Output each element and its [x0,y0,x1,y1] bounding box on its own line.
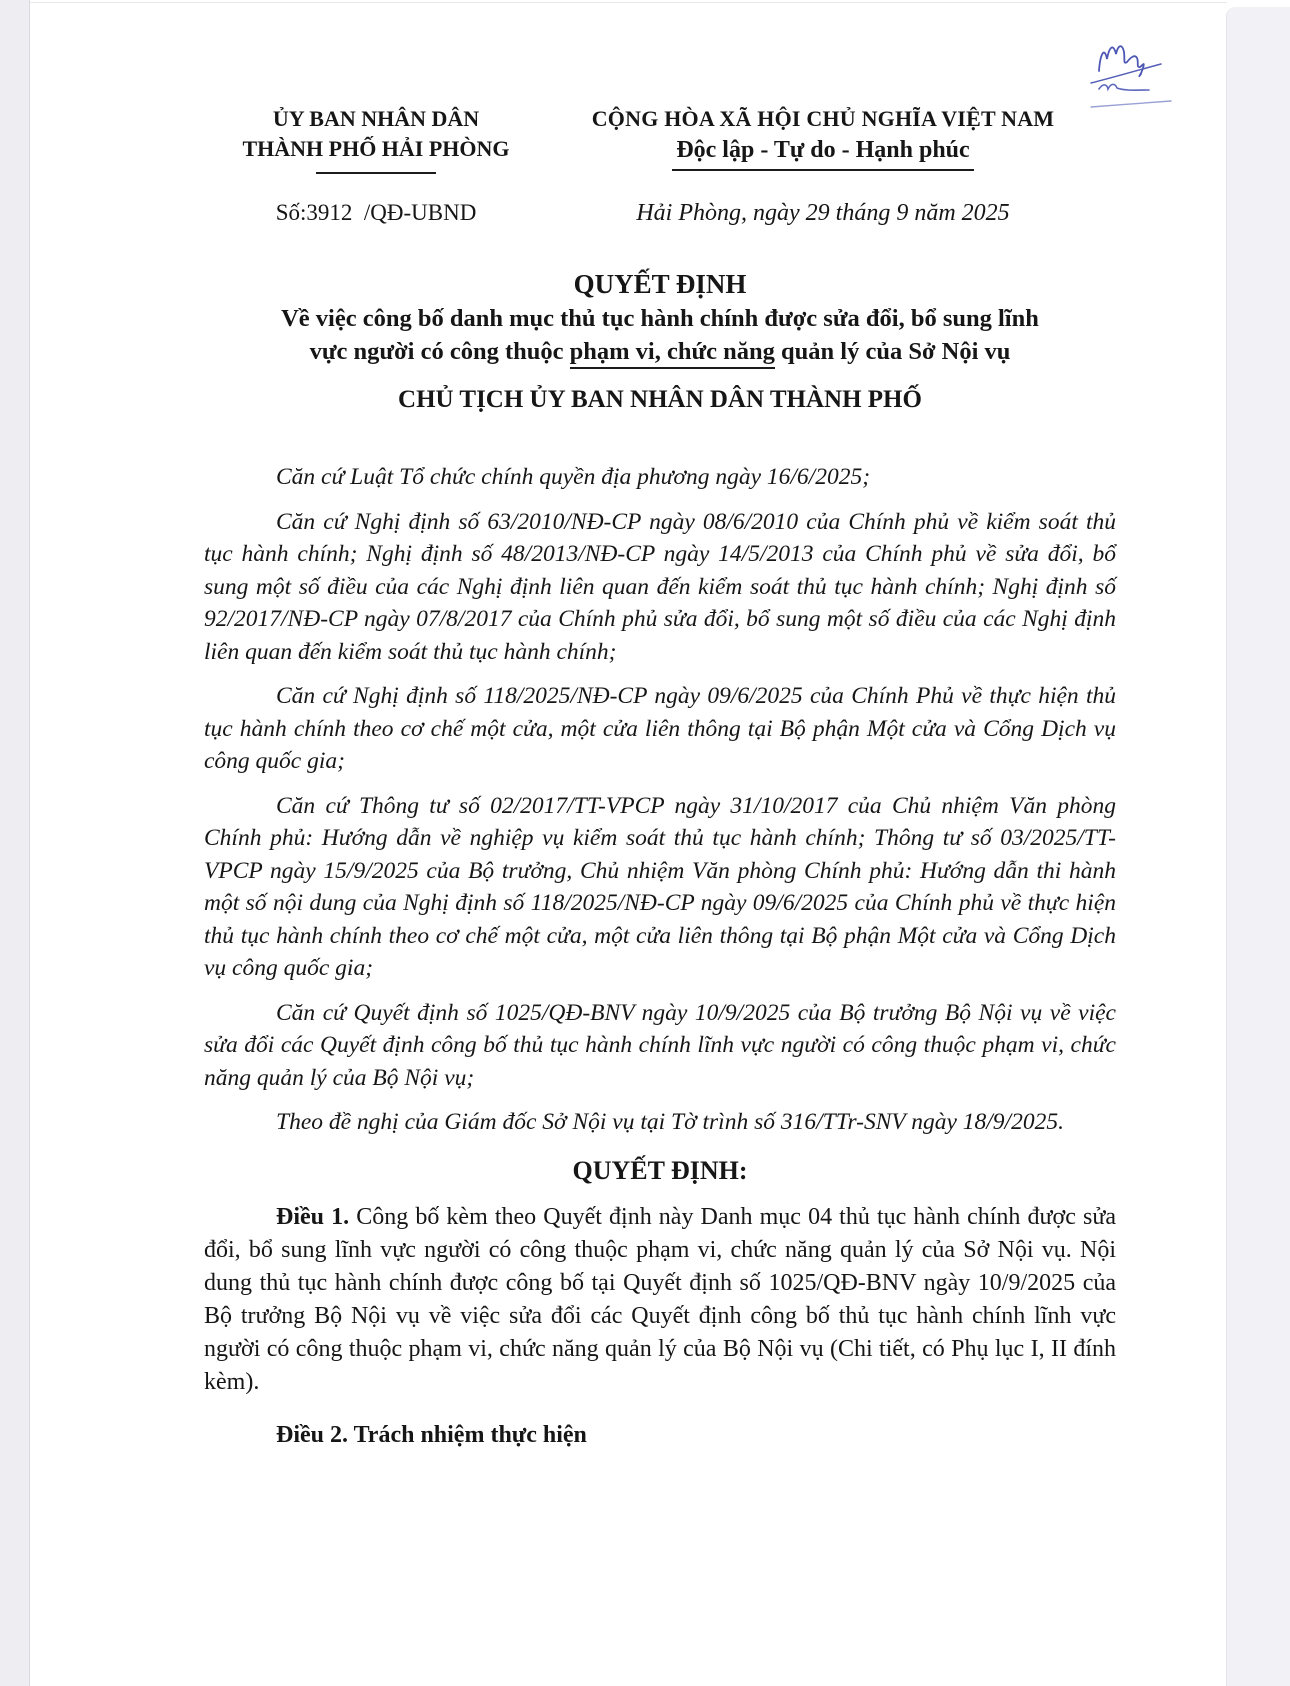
article-2-heading: Điều 2. Trách nhiệm thực hiện [276,1421,587,1448]
article-1-label: Điều 1. [276,1203,350,1230]
national-title: CỘNG HÒA XÃ HỘI CHỦ NGHĨA VIỆT NAM [591,106,1055,131]
issuer-name-line2: THÀNH PHỐ HẢI PHÒNG [242,136,510,161]
national-motto-block [548,104,1116,171]
issuer-underline [316,172,436,174]
recitals-section [204,461,1116,1139]
subject-line2-post: quản lý của Sở Nội vụ [774,338,1011,365]
document-kind-title: QUYẾT ĐỊNH [573,269,747,299]
issuing-authority-block [204,104,548,174]
subject-line2-pre: vực người có công thuộc [309,338,570,365]
deciding-authority-heading: CHỦ TỊCH ỦY BAN NHÂN DÂN THÀNH PHỐ [398,386,922,413]
order-heading: QUYẾT ĐỊNH: [572,1155,748,1185]
recital-paragraph: Căn cứ Quyết định số 1025/QĐ-BNV ngày 10/9/2025 của Bộ trưởng Bộ Nội vụ về việc sửa đổi các Quyết định công bố thủ tục hành chính lĩnh vực người có công thuộc phạm vi, chức năng quản lý của Bộ Nội vụ; [204,999,1116,1091]
recital-paragraph: Theo đề nghị của Giám đốc Sở Nội vụ tại Tờ trình số 316/TTr-SNV ngày 18/9/2025. [276,1109,1064,1135]
document-subject-title [204,302,1116,368]
recital-paragraph: Căn cứ Nghị định số 118/2025/NĐ-CP ngày 09/6/2025 của Chính Phủ về thực hiện thủ tục hành chính theo cơ chế một cửa, một cửa liên thông tại Bộ phận Một cửa và Cổng Dịch vụ công quốc gia; [204,683,1116,774]
issuer-name-line1: ỦY BAN NHÂN DÂN [272,106,480,131]
article-1-paragraph [204,1201,1116,1399]
number-date-row [204,200,1116,227]
subject-line1: Về việc công bố danh mục thủ tục hành chính được sửa đổi, bổ sung lĩnh [281,305,1039,332]
recital-paragraph: Căn cứ Thông tư số 02/2017/TT-VPCP ngày 31/10/2017 của Chủ nhiệm Văn phòng Chính phủ: Hướng dẫn về nghiệp vụ kiểm soát thủ tục hành chính; Thông tư số 03/2025/TT-VPCP ngày 15/9/2025 của Bộ trưởng, Chủ nhiệm Văn phòng Chính phủ: Hướng dẫn thi hành một số nội dung của Nghị định số 118/2025/NĐ-CP ngày 09/6/2025 của Chính phủ về thực hiện thủ tục hành chính theo cơ chế một cửa, một cửa liên thông tại Bộ phận Một cửa và Cổng Dịch vụ công quốc gia; [204,792,1116,981]
document-header [204,104,1116,174]
recital-paragraph: Căn cứ Luật Tổ chức chính quyền địa phương ngày 16/6/2025; [276,464,871,490]
article-1-text: Công bố kèm theo Quyết định này Danh mục 04 thủ tục hành chính được sửa đổi, bổ sung lĩnh vực người có công thuộc phạm vi, chức năng quản lý của Sở Nội vụ. Nội dung thủ tục hành chính được công bố tại Quyết định số 1025/QĐ-BNV ngày 10/9/2025 của Bộ trưởng Bộ Nội vụ về việc sửa đổi các Quyết định công bố thủ tục hành chính lĩnh vực người có công thuộc phạm vi, chức năng quản lý của Bộ Nội vụ (Chi tiết, có Phụ lục I, II đính kèm). [204,1203,1116,1395]
subject-line2-underlined: phạm vi, chức năng [570,338,775,369]
national-motto: Độc lập - Tự do - Hạnh phúc [672,134,973,171]
place-and-date: Hải Phòng, ngày 29 tháng 9 năm 2025 [636,200,1010,226]
document-number: Số:3912 /QĐ-UBND [275,200,477,225]
recital-paragraph: Căn cứ Nghị định số 63/2010/NĐ-CP ngày 08/6/2010 của Chính phủ về kiểm soát thủ tục hành chính; Nghị định số 48/2013/NĐ-CP ngày 14/5/2013 của Chính phủ về sửa đổi, bổ sung một số điều của các Nghị định liên quan đến kiểm soát thủ tục hành chính; Nghị định số 92/2017/NĐ-CP ngày 07/8/2017 của Chính phủ sửa đổi, bổ sung một số điều của các Nghị định liên quan đến kiểm soát thủ tục hành chính; [204,508,1116,665]
